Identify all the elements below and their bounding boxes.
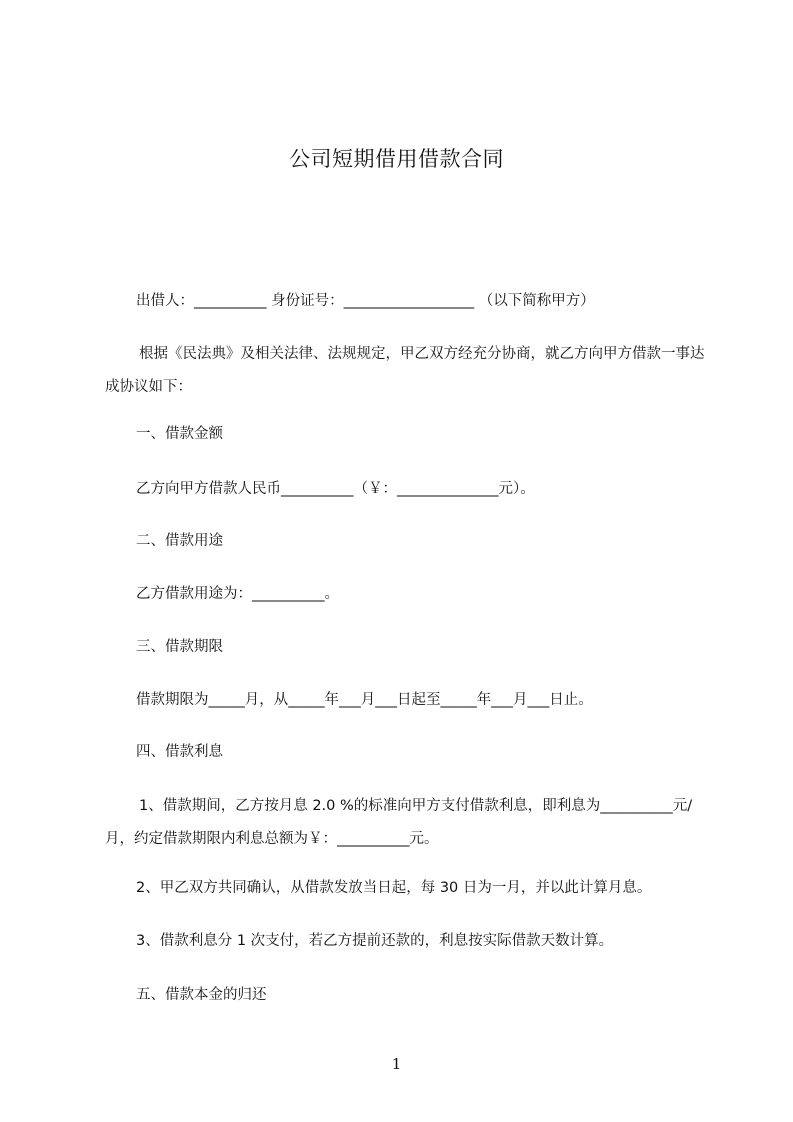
page-number: 1 <box>391 1055 402 1073</box>
preamble <box>105 338 705 404</box>
section-heading-amount: 一、借款金额 <box>136 426 223 442</box>
section-heading-term: 三、借款期限 <box>136 639 223 655</box>
section-heading-repayment: 五、借款本金的归还 <box>136 987 267 1003</box>
interest-item-2: 2、甲乙双方共同确认，从借款发放当日起，每 30 日为一月，并以此计算月息。 <box>136 880 652 896</box>
section-heading-interest: 四、借款利息 <box>136 744 223 760</box>
preamble-text: 根据《民法典》及相关法律、法规规定，甲乙双方经充分协商，就乙方向甲方借款一事达成协议如下： <box>105 346 705 395</box>
lender-line: 出借人：__________ 身份证号：__________________ （以下简称甲方） <box>136 293 595 309</box>
interest-item-3: 3、借款利息分 1 次支付，若乙方提前还款的，利息按实际借款天数计算。 <box>136 933 614 949</box>
page-title: 公司短期借用借款合同 <box>289 147 504 171</box>
interest-item-1 <box>105 790 705 856</box>
section-body-amount: 乙方向甲方借款人民币__________（￥：______________元）。 <box>136 481 535 497</box>
section-body-purpose: 乙方借款用途为：__________。 <box>136 586 339 602</box>
section-body-term: 借款期限为_____月，从_____年___月___日起至_____年___月___日止。 <box>136 692 593 708</box>
interest-item-1-text: 1、借款期间，乙方按月息 2.0 %的标准向甲方支付借款利息，即利息为__________元/月，约定借款期限内利息总额为￥：__________元。 <box>105 798 693 847</box>
section-heading-purpose: 二、借款用途 <box>136 533 223 549</box>
